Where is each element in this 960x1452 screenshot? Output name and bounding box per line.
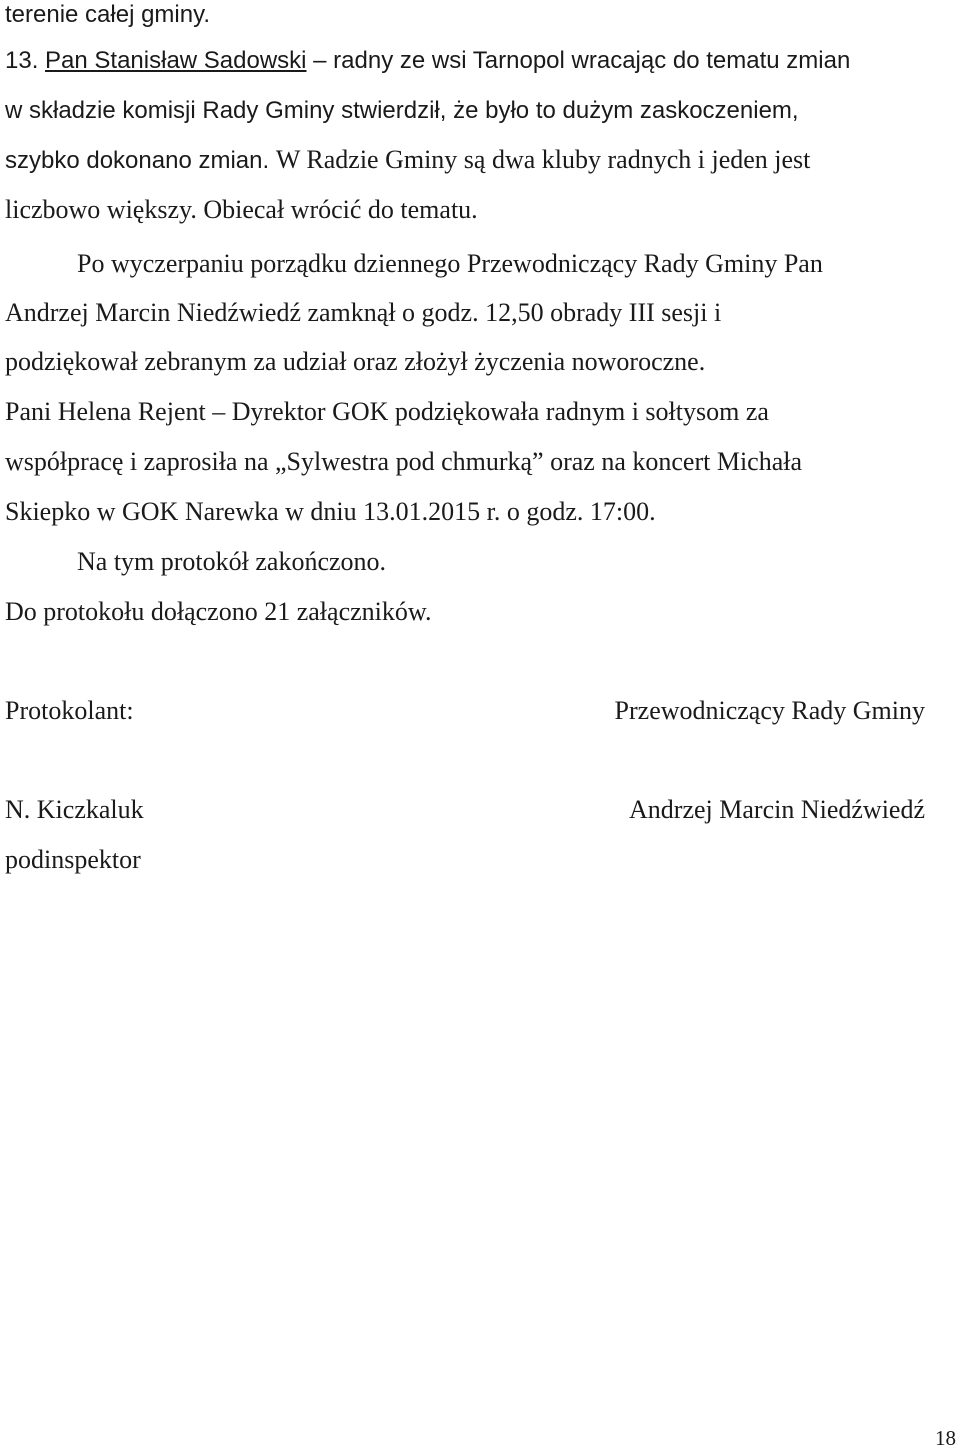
text-line: podziękował zebranym za udział oraz złożył życzenia noworoczne. [5,347,706,376]
page-number: 18 [935,1426,956,1450]
chairman-name: Andrzej Marcin Niedźwiedź [629,795,925,824]
chairman-title: Przewodniczący Rady Gminy [614,696,925,725]
text-line: Skiepko w GOK Narewka w dniu 13.01.2015 r. o godz. 17:00. [5,497,656,526]
text-line: Po wyczerpaniu porządku dziennego Przewodniczący Rady Gminy Pan [77,249,823,278]
text-line [5,195,478,225]
text-line: terenie całej gminy. [5,1,210,28]
recorder-role: podinspektor [5,845,141,874]
text-line: w składzie komisji Rady Gminy stwierdził, że było to dużym zaskoczeniem, [5,97,799,124]
text-span: – radny ze wsi Tarnopol wracając do tematu zmian [306,47,851,74]
councillor-name: Pan Stanisław Sadowski [45,47,307,74]
recorder-title: Protokolant: [5,696,134,725]
text-line: Do protokołu dołączono 21 załączników. [5,597,432,626]
text-line [5,145,810,176]
text-line [5,46,850,76]
text-span: Obiecał wrócić do tematu. [203,195,478,224]
text-span: liczbowo większy. [5,195,204,224]
text-line: Andrzej Marcin Niedźwiedź zamknął o godz. 12,50 obrady III sesji i [5,298,722,327]
recorder-name: N. Kiczkaluk [5,795,144,824]
text-span: W Radzie Gminy są dwa kluby radnych i jeden jest [275,145,811,174]
text-line: współpracę i zaprosiła na „Sylwestra pod chmurką” oraz na koncert Michała [5,447,803,476]
text-line: Na tym protokół zakończono. [77,547,387,576]
text-span: szybko dokonano zmian. [5,147,276,174]
text-line: Pani Helena Rejent – Dyrektor GOK podziękowała radnym i sołtysom za [5,397,769,426]
item-number: 13. [5,47,46,74]
